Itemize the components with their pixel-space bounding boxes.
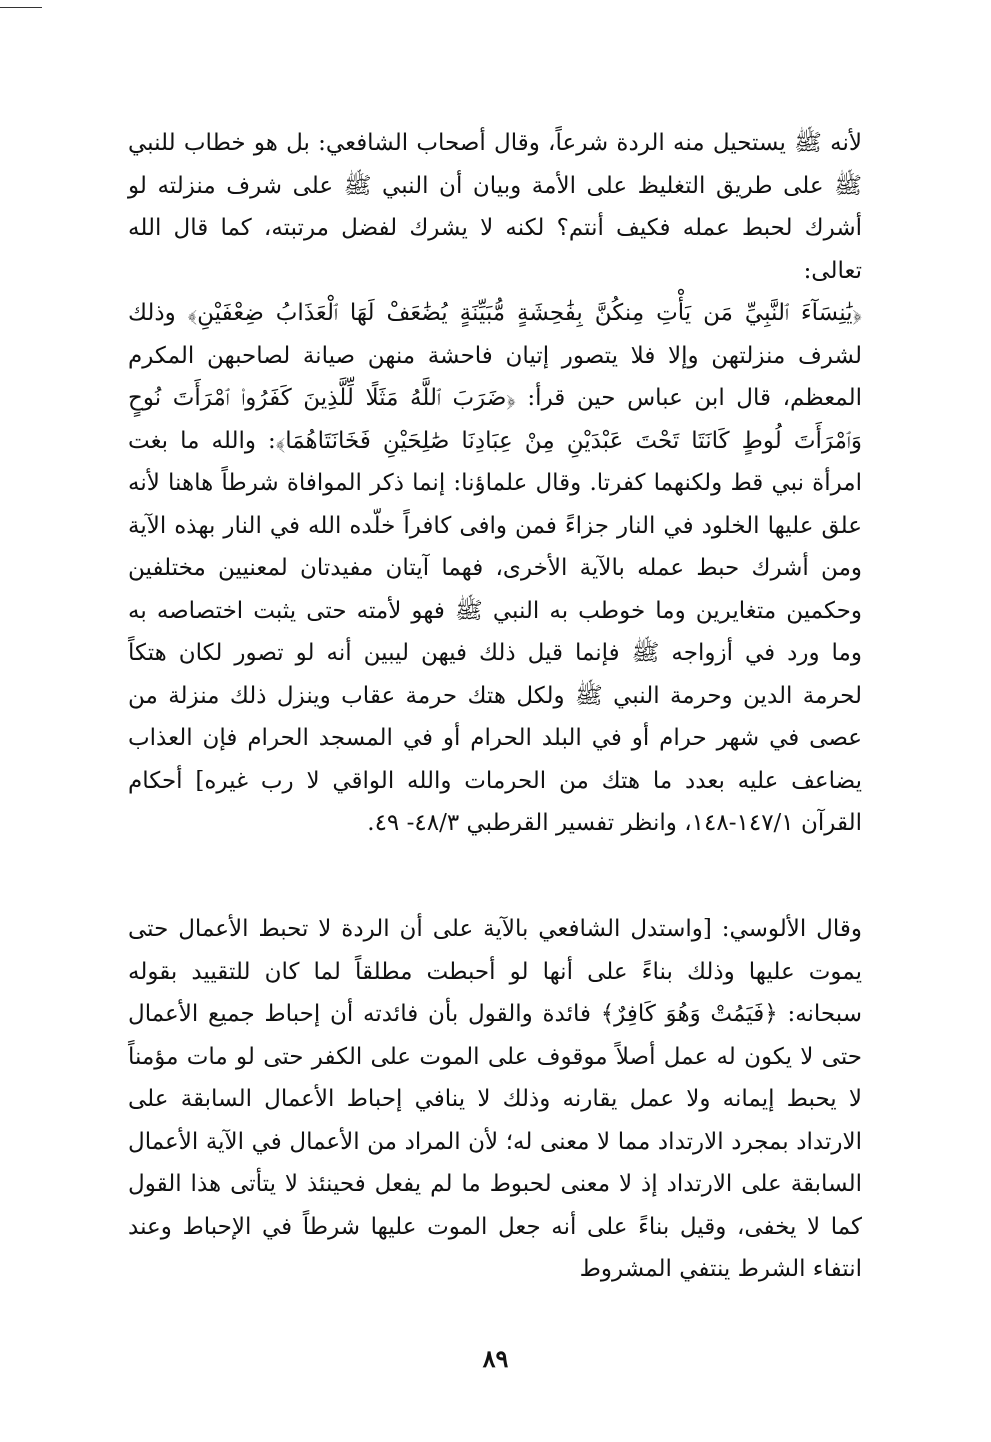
corner-rule xyxy=(0,7,42,8)
paragraph-1-text: لأنه ﷺ يستحيل منه الردة شرعاً، وقال أصحاب الشافعي: بل هو خطاب للنبي ﷺ على طريق التغليظ على الأمة وبيان أن النبي ﷺ على شرف منزلته لو أشرك لحبط عمله فكيف أنتم؟ لكنه لا يشرك لفضل مرتبته، كما قال الله تعالى: xyxy=(128,130,862,284)
paragraph-2 xyxy=(128,292,862,845)
paragraph-1 xyxy=(128,122,862,292)
paragraph-3 xyxy=(128,908,862,1291)
paragraph-2-text: ﴿يَٰنِسَآءَ ٱلنَّبِيِّ مَن يَأْتِ مِنكُنَّ بِفَٰحِشَةٍ مُّبَيِّنَةٍ يُضَٰعَفْ لَهَا ٱلْعَذَابُ ضِعْفَيْنِ﴾ وذلك لشرف منزلتهن وإلا فلا يتصور إتيان فاحشة منهن صيانة لصاحبهن المكرم المعظم، قال ابن عباس حين قرأ: ﴿ضَرَبَ ٱللَّهُ مَثَلًا لِّلَّذِينَ كَفَرُوا۟ ٱمْرَأَتَ نُوحٍ وَٱمْرَأَتَ لُوطٍ كَانَتَا تَحْتَ عَبْدَيْنِ مِنْ عِبَادِنَا صَٰلِحَيْنِ فَخَانَتَاهُمَا﴾: والله ما بغت امرأة نبي قط ولكنهما كفرتا. وقال علماؤنا: إنما ذكر الموافاة شرطاً هاهنا لأنه علق عليها الخلود في النار جزاءً فمن وافى كافراً خلّده الله في النار بهذه الآية ومن أشرك حبط عمله بالآية الأخرى، فهما آيتان مفيدتان لمعنيين مختلفين وحكمين متغايرين وما خوطب به النبي ﷺ فهو لأمته حتى يثبت اختصاصه به وما ورد في أزواجه ﷺ فإنما قيل ذلك فيهن ليبين أنه لو تصور لكان هتكاً لحرمة الدين وحرمة النبي ﷺ ولكل هتك حرمة عقاب وينزل ذلك منزلة من عصى في شهر حرام أو في البلد الحرام أو في المسجد الحرام فإن العذاب يضاعف عليه بعدد ما هتك من الحرمات والله الواقي لا رب غيره] أحكام القرآن ١٤٧/١-١٤٨، وانظر تفسير القرطبي ٤٨/٣- ٤٩. xyxy=(128,300,862,836)
page-number: ٨٩ xyxy=(482,1344,509,1373)
paragraph-3-text: وقال الألوسي: [واستدل الشافعي بالآية على أن الردة لا تحبط الأعمال حتى يموت عليها وذلك بناءً على أنها لو أحبطت مطلقاً لما كان للتقييد بقوله سبحانه: ﴿فَيَمُتْ وَهُوَ كَافِرٌ﴾ فائدة والقول بأن فائدته أن إحباط جميع الأعمال حتى لا يكون له عمل أصلاً موقوف على الموت على الكفر حتى لو مات مؤمناً لا يحبط إيمانه ولا عمل يقارنه وذلك لا ينافي إحباط الأعمال السابقة على الارتداد بمجرد الارتداد مما لا معنى له؛ لأن المراد من الأعمال في الآية الأعمال السابقة على الارتداد إذ لا معنى لحبوط ما لم يفعل فحينئذ لا يتأتى هذا القول كما لا يخفى، وقيل بناءً على أنه جعل الموت عليها شرطاً في الإحباط وعند انتفاء الشرط ينتفي المشروط xyxy=(128,916,862,1282)
